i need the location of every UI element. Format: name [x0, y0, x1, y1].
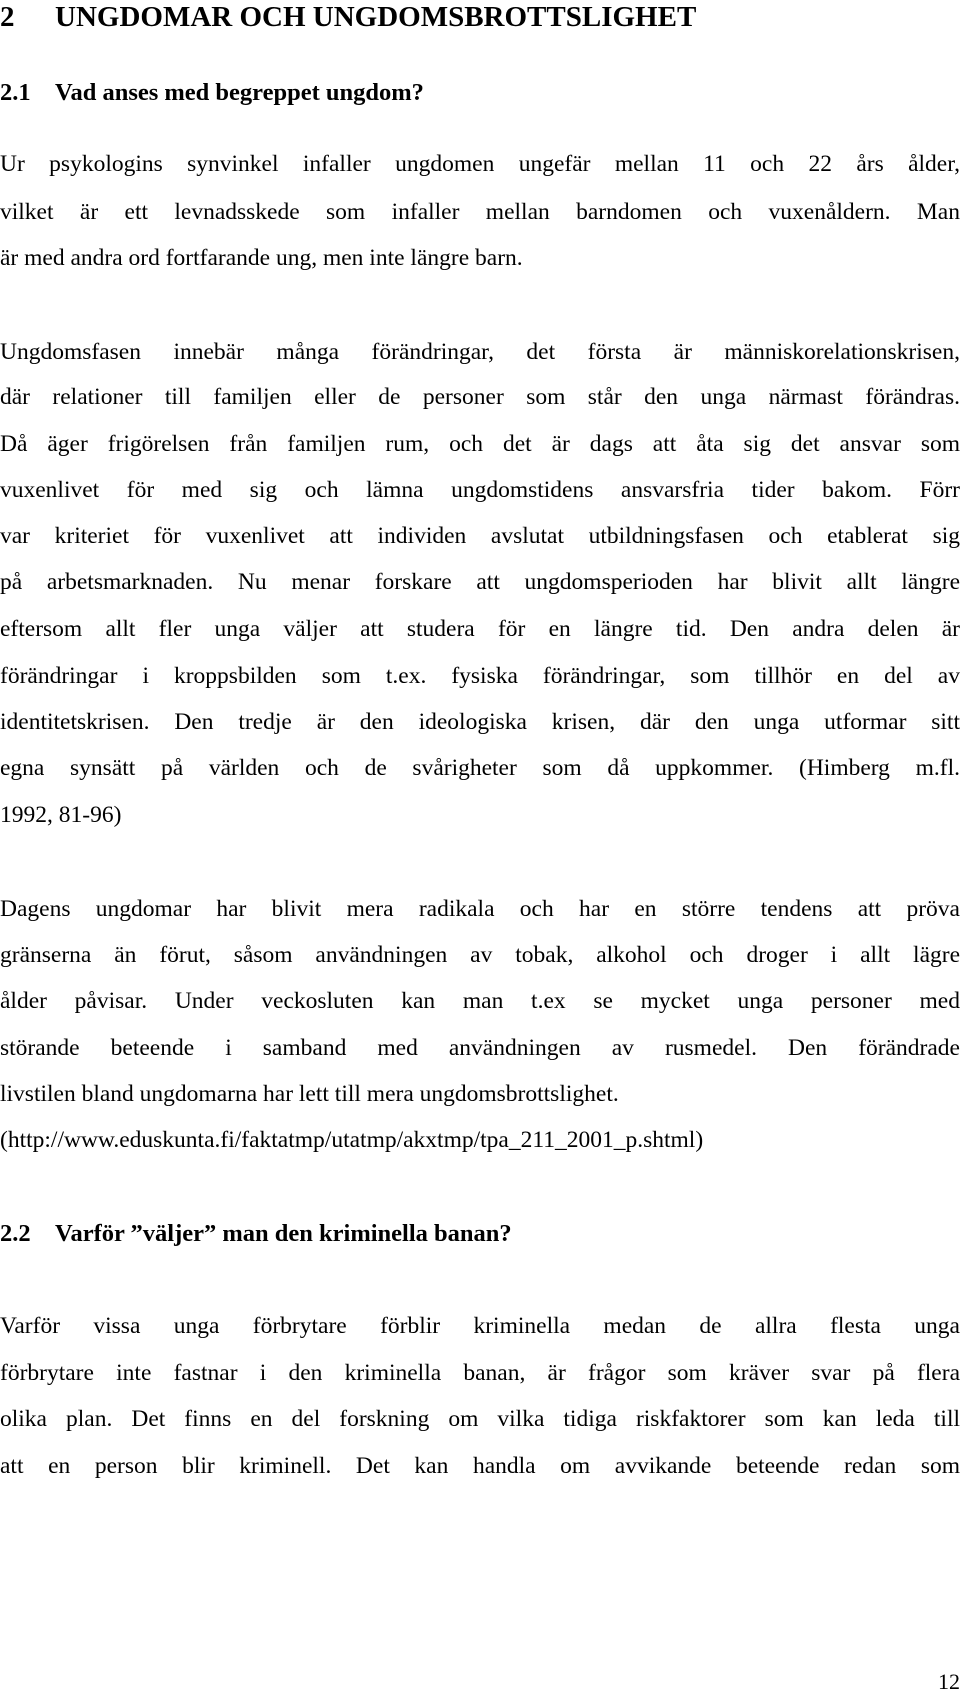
text-line: 1992, 81-96) — [0, 802, 122, 828]
text-line: att en person blir kriminell. Det kan handla om avvikande beteende redan som — [0, 1453, 960, 1479]
text-line: störande beteende i samband med användningen av rusmedel. Den förändrade — [0, 1035, 960, 1061]
text-line: vilket är ett levnadsskede som infaller mellan barndomen och vuxenåldern. Man — [0, 199, 960, 225]
text-line: identitetskrisen. Den tredje är den ideologiska krisen, där den unga utformar sitt — [0, 709, 960, 735]
section-title: Varför ”väljer” man den kriminella banan? — [55, 1220, 512, 1247]
text-line: förändringar i kroppsbilden som t.ex. fysiska förändringar, som tillhör en del av — [0, 663, 960, 689]
text-line: ålder påvisar. Under veckosluten kan man t.ex se mycket unga personer med — [0, 988, 960, 1014]
section-heading-2-1 — [0, 78, 960, 108]
text-line: Varför vissa unga förbrytare förblir kriminella medan de allra flesta unga — [0, 1313, 960, 1339]
page-number: 12 — [938, 1669, 960, 1694]
text-line: vuxenlivet för med sig och lämna ungdomstidens ansvarsfria tider bakom. Förr — [0, 477, 960, 503]
section-number: 2.2 — [0, 1220, 31, 1247]
text-line: eftersom allt fler unga väljer att studera för en längre tid. Den andra delen är — [0, 616, 960, 642]
text-line: Ur psykologins synvinkel infaller ungdomen ungefär mellan 11 och 22 års ålder, — [0, 151, 960, 177]
text-line: på arbetsmarknaden. Nu menar forskare att ungdomsperioden har blivit allt längre — [0, 569, 960, 595]
text-line: Ungdomsfasen innebär många förändringar, det första är människorelationskrisen, — [0, 339, 960, 365]
text-line: gränserna än förut, såsom användningen av tobak, alkohol och droger i allt lägre — [0, 942, 960, 968]
chapter-number: 2 — [0, 1, 15, 33]
text-line: förbrytare inte fastnar i den kriminella banan, är frågor som kräver svar på flera — [0, 1360, 960, 1386]
chapter-heading — [0, 0, 960, 34]
section-heading-2-2 — [0, 1219, 960, 1249]
section-title: Vad anses med begreppet ungdom? — [55, 79, 424, 106]
chapter-title: UNGDOMAR OCH UNGDOMSBROTTSLIGHET — [55, 1, 697, 33]
url-citation: (http://www.eduskunta.fi/faktatmp/utatmp/akxtmp/tpa_211_2001_p.shtml) — [0, 1127, 704, 1153]
text-line: Dagens ungdomar har blivit mera radikala och har en större tendens att pröva — [0, 896, 960, 922]
text-line: olika plan. Det finns en del forskning om vilka tidiga riskfaktorer som kan leda till — [0, 1406, 960, 1432]
text-line: var kriteriet för vuxenlivet att individen avslutat utbildningsfasen och etablerat sig — [0, 523, 960, 549]
text-line: Då äger frigörelsen från familjen rum, och det är dags att åta sig det ansvar som — [0, 431, 960, 457]
section-number: 2.1 — [0, 79, 31, 106]
text-line: där relationer till familjen eller de personer som står den unga närmast förändras. — [0, 384, 960, 410]
text-line: egna synsätt på världen och de svårigheter som då uppkommer. (Himberg m.fl. — [0, 755, 960, 781]
text-line: livstilen bland ungdomarna har lett till mera ungdomsbrottslighet. — [0, 1081, 619, 1107]
text-line: är med andra ord fortfarande ung, men inte längre barn. — [0, 245, 523, 271]
